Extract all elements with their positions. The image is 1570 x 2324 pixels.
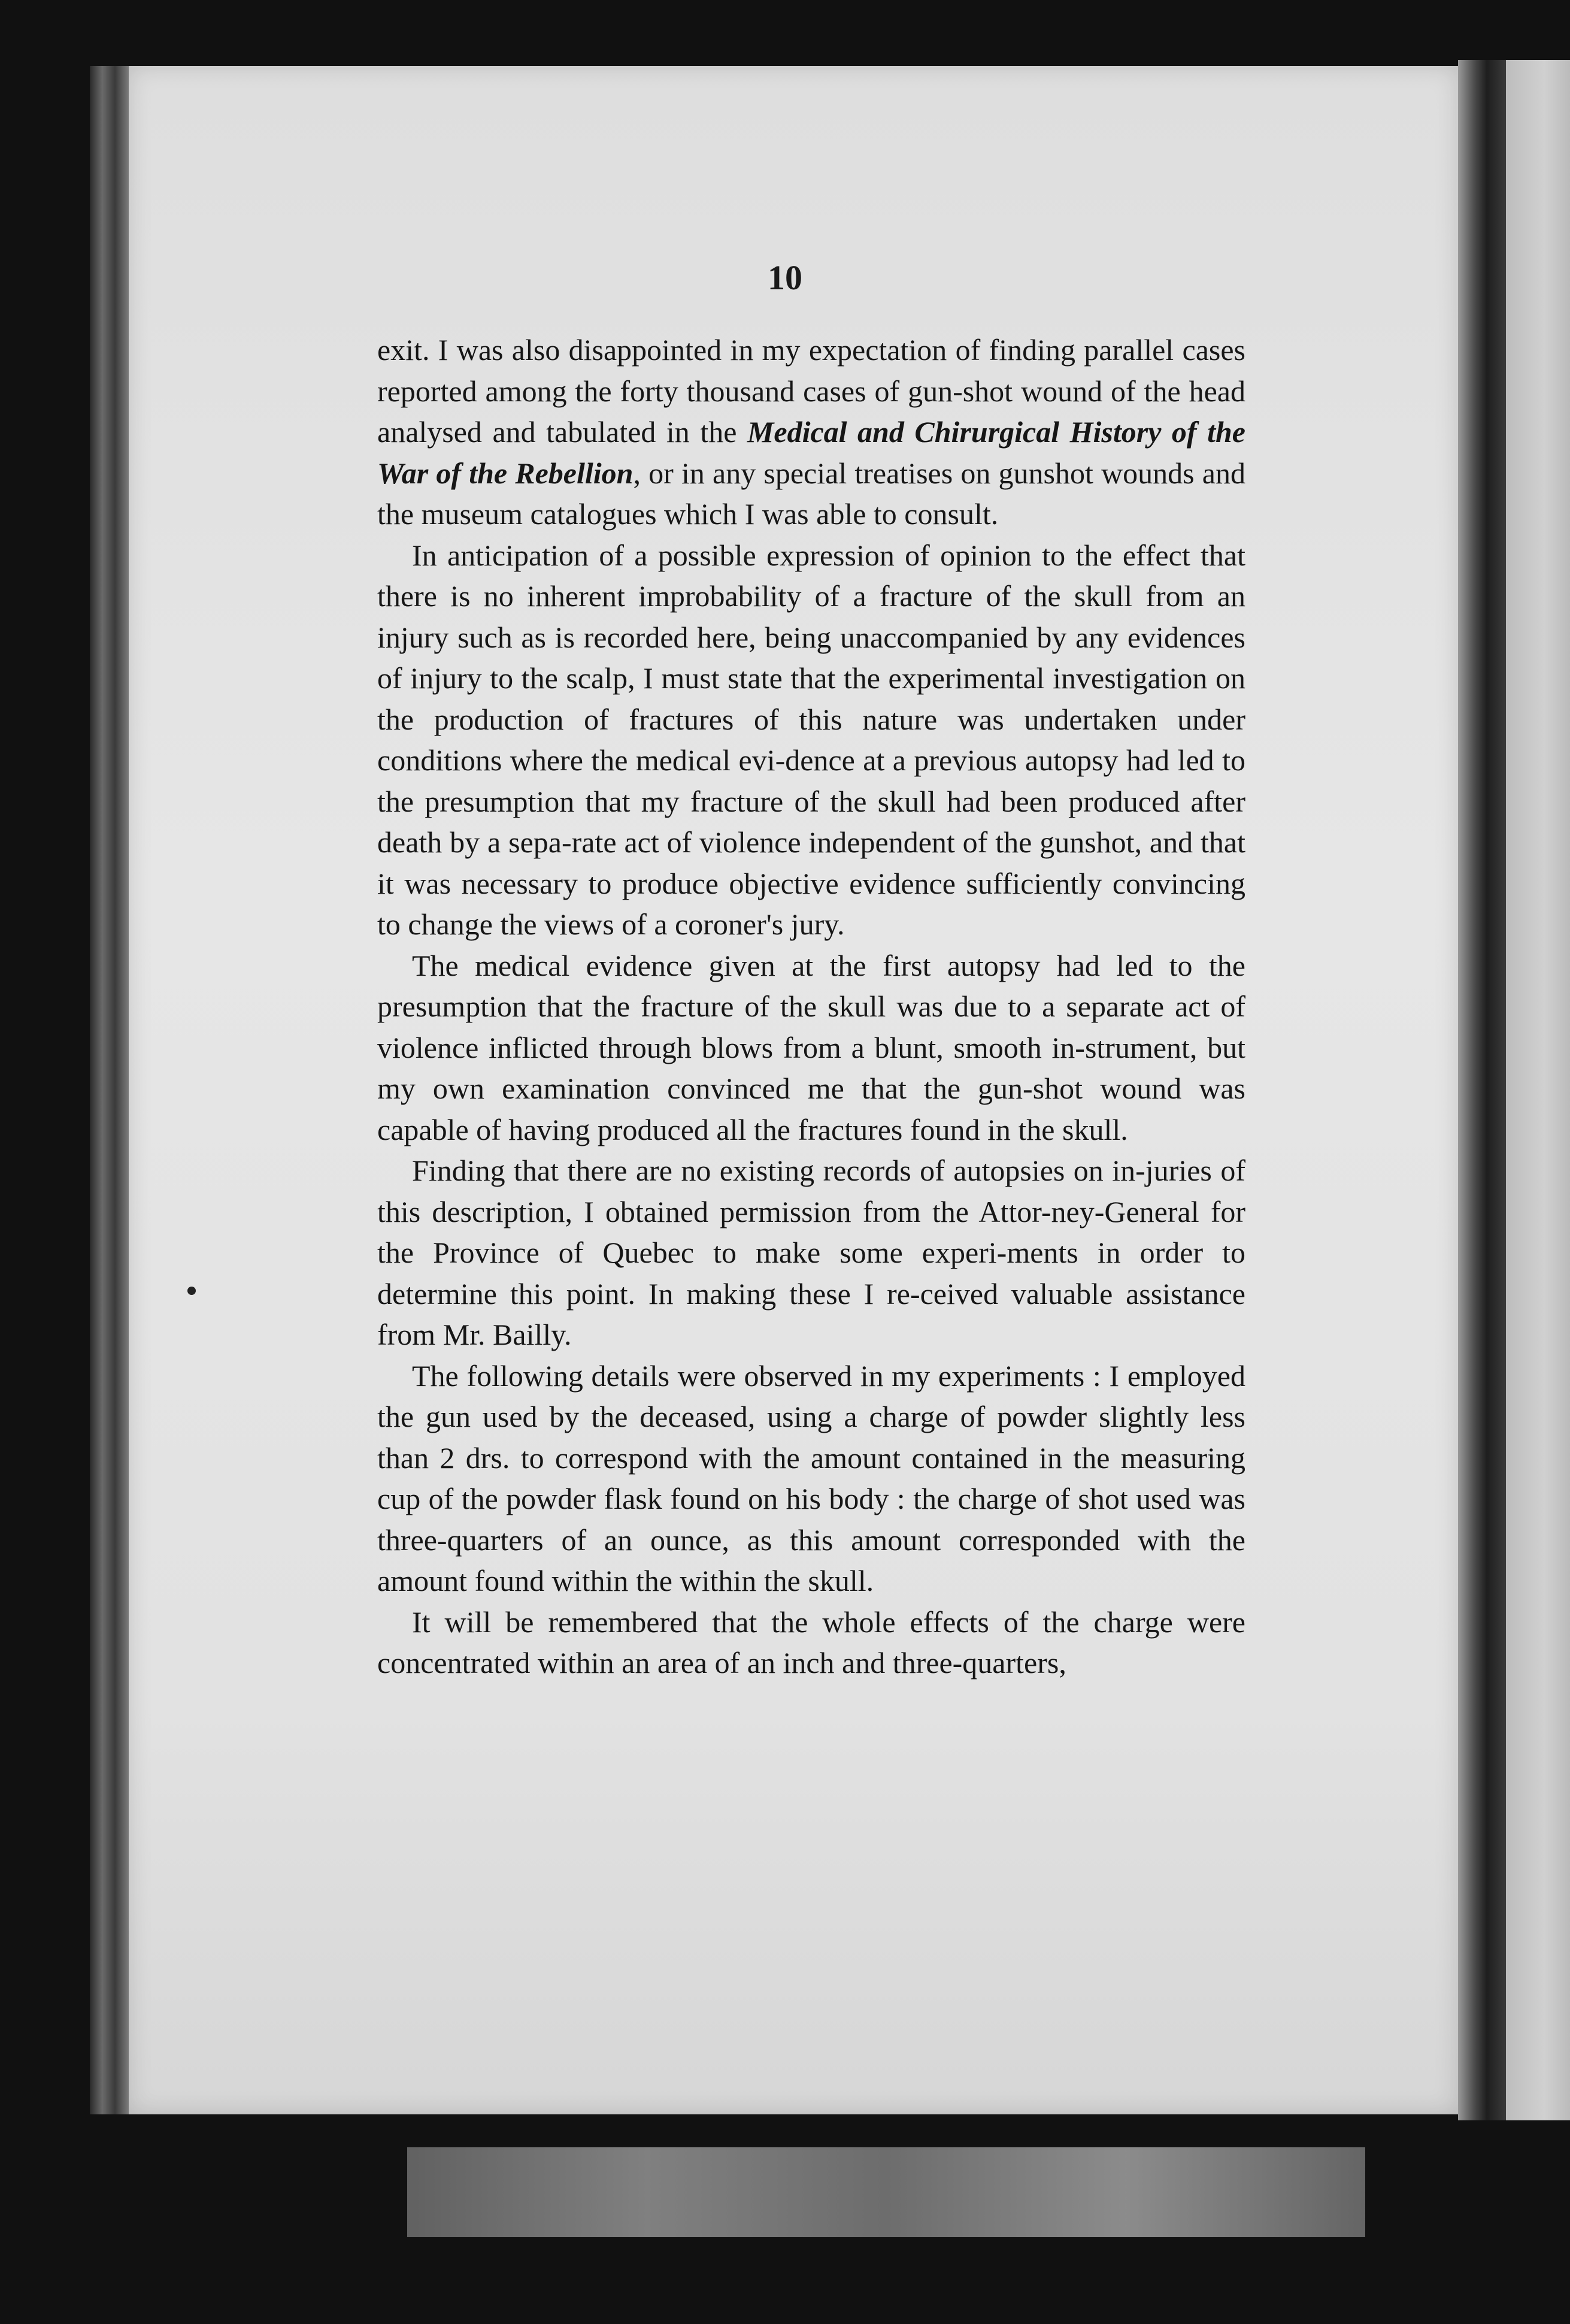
paragraph-6 xyxy=(377,1602,1245,1684)
paragraph-text: It will be remembered that the whole effects of the charge were concentrated within an area of an inch and three-quarters, xyxy=(377,1605,1245,1680)
paragraph-2 xyxy=(377,535,1245,945)
paragraph-text: The medical evidence given at the first autopsy had led to the presumption that the fracture of the skull was due to a separate act of violence inflicted through blows from a blunt, smooth in-strument, but my own examination convinced me that the gun-shot wound was capable of having produced all the fractures found in the skull. xyxy=(377,948,1245,1146)
paragraph-4 xyxy=(377,1150,1245,1355)
facing-page-edge xyxy=(1506,60,1570,2120)
italic-title-text: Medical and Chirurgical History of the War of the Rebellion xyxy=(377,415,1245,490)
paragraph-text: Finding that there are no existing records of autopsies on in-juries of this description, I obtained permission from the Attor-ney-General for the Province of Quebec to make some experi-ments in order to determine this point. In making these I re-ceived valuable assistance from Mr. Bailly. xyxy=(377,1154,1245,1351)
book-spine-shadow xyxy=(1458,60,1506,2120)
page-number: 10 xyxy=(768,258,802,297)
margin-dot-mark xyxy=(187,1287,196,1295)
paragraph-text: In anticipation of a possible expression of opinion to the effect that there is no inherent improbability of a fracture of the skull from an injury such as is recorded here, being unaccompanied by any evidences of injury to the scalp, I must state that the experimental investigation on the production of fractures of this nature was undertaken under conditions where the medical evi-dence at a previous autopsy had led to the presumption that my fracture of the skull had been produced after death by a sepa-rate act of violence independent of the gunshot, and that it was necessary to produce objective evidence sufficiently convincing to change the views of a coroner's jury. xyxy=(377,538,1245,941)
body-text xyxy=(377,329,1245,1684)
paragraph-text: exit. I was also disappointed in my expectation of finding parallel cases reported among the forty thousand cases of gun-shot wound of the head analysed and tabulated in the xyxy=(377,333,1245,449)
paragraph-3 xyxy=(377,945,1245,1151)
book-left-edge xyxy=(90,66,132,2114)
paragraph-text: , or in any special treatises on gunshot wounds and the museum catalogues which I was able to consult. xyxy=(377,456,1245,531)
scan-bottom-strip xyxy=(407,2147,1365,2237)
paragraph-1 xyxy=(377,329,1245,535)
paragraph-5 xyxy=(377,1355,1245,1602)
paragraph-text: The following details were observed in my experiments : I employed the gun used by the deceased, using a charge of powder slightly less than 2 drs. to correspond with the amount contained in the measuring cup of the powder flask found on his body : the charge of shot used was three-quarters of an ounce, as this amount corresponded with the amount found within the within the skull. xyxy=(377,1358,1245,1597)
